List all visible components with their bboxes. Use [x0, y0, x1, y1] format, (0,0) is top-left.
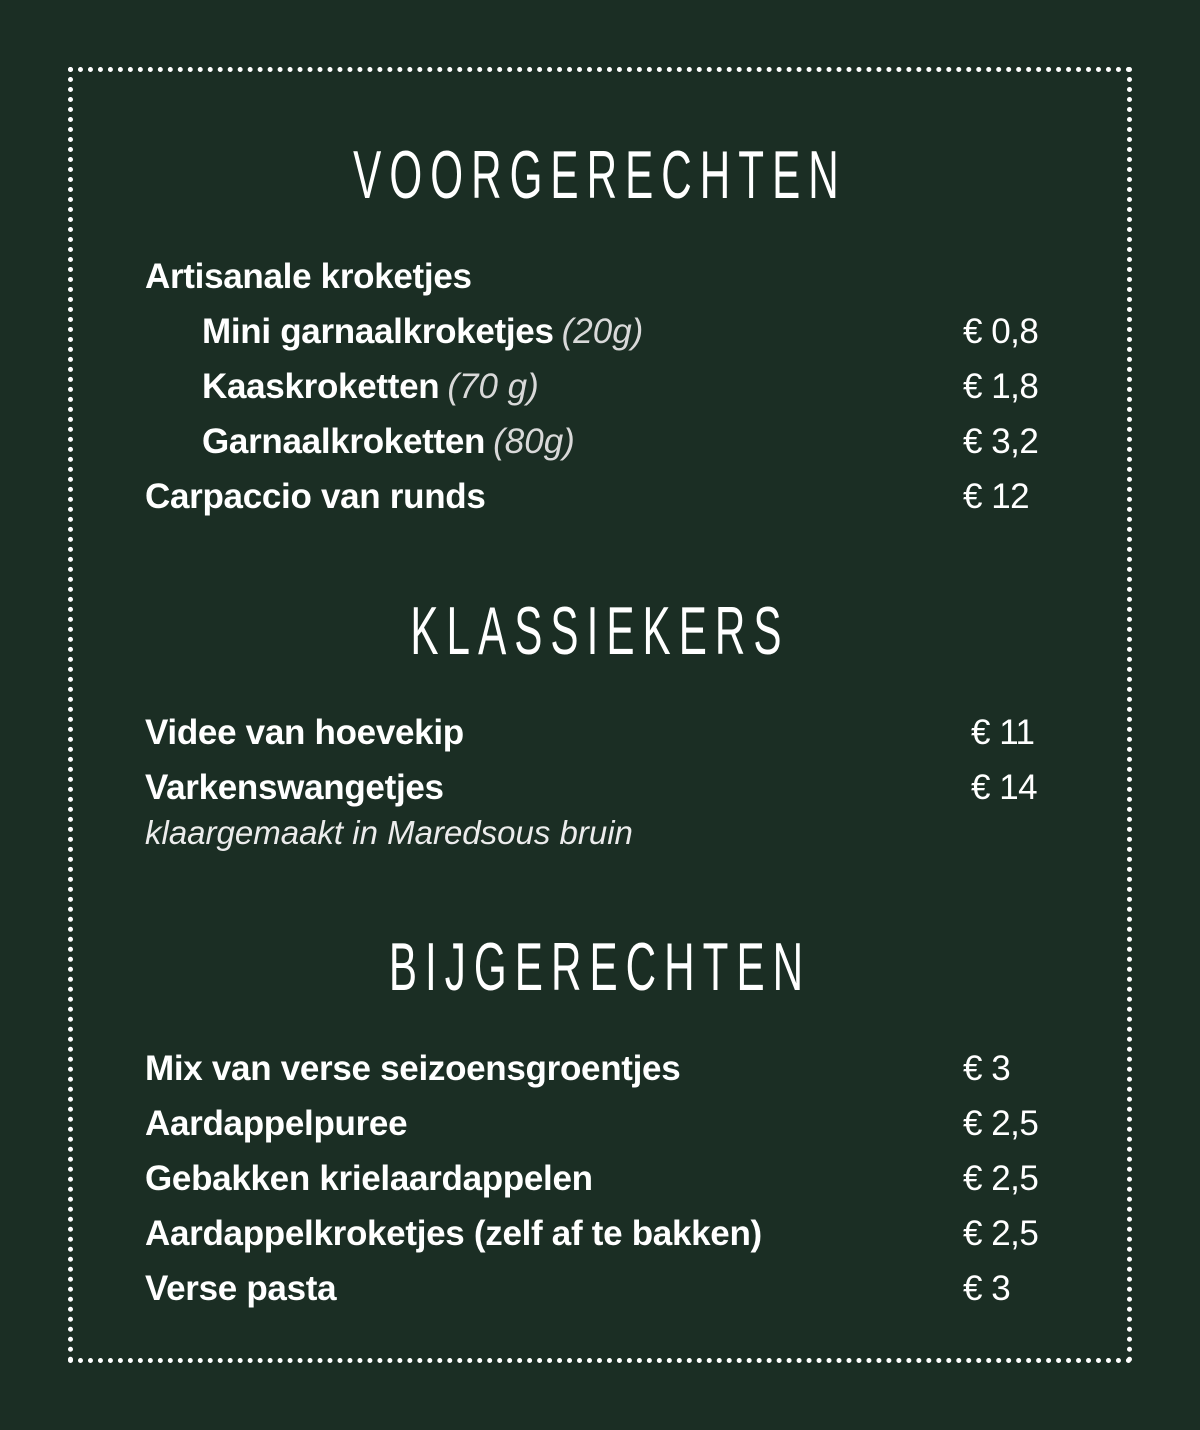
- menu-item-aardappelpuree: [145, 1100, 1055, 1148]
- menu-item-artisanale-kroketjes: [145, 253, 1055, 301]
- menu-item-name: Videe van hoevekip: [145, 713, 464, 752]
- menu-item-garnaalkroketten: [202, 418, 1055, 466]
- menu-item-name: Aardappelkroketjes (zelf af te bakken): [145, 1214, 762, 1253]
- menu-item-price: € 3: [963, 1049, 1011, 1088]
- section-title-klassiekers: KLASSIEKERS: [410, 593, 790, 669]
- menu-item-krielaardappelen: [145, 1155, 1055, 1203]
- menu-item-weight: (20g): [561, 312, 644, 351]
- section-title-bijgerechten: BIJGERECHTEN: [388, 929, 812, 1005]
- menu-item-name: Mini garnaalkroketjes: [202, 312, 554, 351]
- menu-item-verse-pasta: [145, 1265, 1055, 1313]
- menu-item-name: Carpaccio van runds: [145, 477, 486, 516]
- menu-item-price: € 3,2: [963, 422, 1039, 461]
- menu-item-name: Artisanale kroketjes: [145, 257, 472, 296]
- menu-item-name: Aardappelpuree: [145, 1104, 408, 1143]
- menu-item-name: Garnaalkroketten: [202, 422, 486, 461]
- menu-item-name: Kaaskroketten: [202, 367, 440, 406]
- menu-item-price: € 2,5: [963, 1104, 1039, 1143]
- section-title-voorgerechten: VOORGERECHTEN: [353, 137, 847, 213]
- menu-item-price: € 1,8: [963, 367, 1039, 406]
- menu-item-price: € 0,8: [963, 312, 1039, 351]
- menu-item-price: € 12: [963, 477, 1030, 516]
- menu-item-mini-garnaalkroketjes: [202, 308, 1055, 356]
- menu-item-name: Varkenswangetjes: [145, 768, 444, 807]
- menu-item-weight: (80g): [493, 422, 575, 461]
- menu-item-carpaccio: [145, 473, 1055, 521]
- menu-item-price: € 2,5: [963, 1159, 1039, 1198]
- menu-item-varkenswangetjes: [145, 764, 1055, 812]
- menu-item-price: € 14: [971, 768, 1038, 807]
- menu-item-seizoensgroentjes: [145, 1045, 1055, 1093]
- menu-item-price: € 3: [963, 1269, 1011, 1308]
- menu-item-kaaskroketten: [202, 363, 1055, 411]
- menu-item-price: € 11: [971, 713, 1035, 752]
- menu-item-name: Mix van verse seizoensgroentjes: [145, 1049, 681, 1088]
- menu-item-aardappelkroketjes: [145, 1210, 1055, 1258]
- menu-item-name: Gebakken krielaardappelen: [145, 1159, 593, 1198]
- menu-item-videe: [145, 709, 1055, 757]
- menu-item-weight: (70 g): [447, 367, 539, 406]
- menu-item-name: Verse pasta: [145, 1269, 337, 1308]
- menu-item-price: € 2,5: [963, 1214, 1039, 1253]
- menu-item-note: klaargemaakt in Maredsous bruin: [145, 814, 633, 851]
